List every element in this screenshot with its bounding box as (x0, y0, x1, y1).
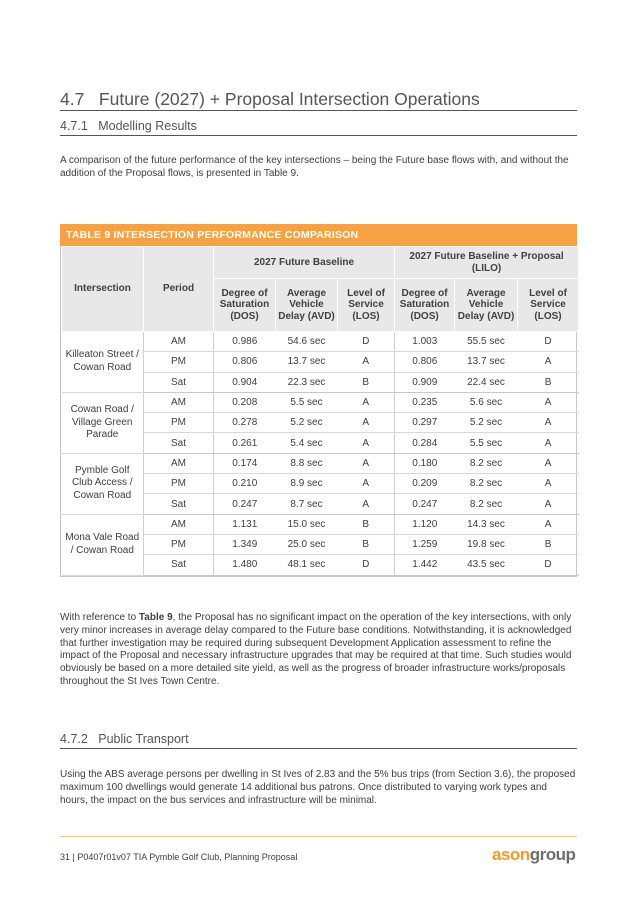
section-title: Future (2027) + Proposal Intersection Operations (98, 89, 480, 109)
logo-part-ason: ason (492, 845, 530, 864)
col-header-avd: Average Vehicle Delay (AVD) (276, 279, 338, 332)
table-row (62, 392, 579, 412)
cell-dos1: 1.480 (214, 555, 276, 575)
cell-dos2: 0.806 (395, 352, 455, 372)
section-number: 4.7 (60, 89, 85, 109)
cell-dos1: 1.131 (214, 514, 276, 534)
table-title (60, 224, 577, 246)
performance-table (61, 246, 579, 576)
cell-period: AM (144, 332, 214, 352)
subsection-heading-modelling (60, 119, 197, 133)
cell-los2: D (518, 555, 579, 575)
cell-los2: B (518, 372, 579, 392)
intersection-name: Killeaton Street / Cowan Road (62, 332, 144, 393)
section-heading (60, 89, 480, 110)
group-header-baseline: 2027 Future Baseline (214, 247, 395, 279)
cell-dos2: 0.235 (395, 392, 455, 412)
results-lead: With reference to (60, 612, 139, 623)
cell-los1: A (338, 474, 395, 494)
cell-period: Sat (144, 433, 214, 453)
subheading-rule (60, 748, 577, 749)
cell-los2: A (518, 413, 579, 433)
cell-los2: A (518, 494, 579, 514)
subsection-heading-transport (60, 732, 189, 746)
cell-los2: A (518, 514, 579, 534)
cell-dos2: 0.180 (395, 453, 455, 473)
cell-avd2: 5.2 sec (455, 413, 518, 433)
cell-avd2: 5.5 sec (455, 433, 518, 453)
subheading-rule (60, 135, 577, 136)
cell-avd1: 5.2 sec (276, 413, 338, 433)
footer-text: 31 | P0407r01v07 TIA Pymble Golf Club, Planning Proposal (60, 852, 298, 862)
col-header-dos: Degree of Saturation (DOS) (214, 279, 276, 332)
cell-avd1: 8.8 sec (276, 453, 338, 473)
table-title-text: TABLE 9 INTERSECTION PERFORMANCE COMPARISON (66, 229, 359, 241)
cell-dos2: 0.909 (395, 372, 455, 392)
cell-dos1: 0.261 (214, 433, 276, 453)
cell-period: PM (144, 413, 214, 433)
transport-paragraph: Using the ABS average persons per dwelling in St Ives of 2.83 and the 5% bus trips (from Section 3.6), the proposed maximum 100 dwellings would generate 14 additional bus patrons. Once distributed to varying work types and hours, the impact on the bus services and infrastructure will be minimal. (60, 769, 576, 806)
intro-paragraph: A comparison of the future performance of the key intersections – being the Future base flows with, and without the addition of the Proposal flows, is presented in Table 9. (60, 155, 569, 179)
cell-los2: B (518, 534, 579, 554)
cell-dos2: 0.247 (395, 494, 455, 514)
cell-avd2: 55.5 sec (455, 332, 518, 352)
cell-dos1: 0.986 (214, 332, 276, 352)
cell-los2: A (518, 392, 579, 412)
cell-los2: D (518, 332, 579, 352)
cell-avd2: 19.8 sec (455, 534, 518, 554)
table-row (62, 453, 579, 473)
cell-period: AM (144, 514, 214, 534)
subsection-title: Modelling Results (98, 119, 197, 133)
cell-dos2: 1.003 (395, 332, 455, 352)
cell-avd2: 8.2 sec (455, 474, 518, 494)
cell-dos2: 0.284 (395, 433, 455, 453)
cell-avd1: 5.5 sec (276, 392, 338, 412)
cell-avd1: 48.1 sec (276, 555, 338, 575)
group-header-proposal: 2027 Future Baseline + Proposal (LILO) (395, 247, 579, 279)
cell-los1: D (338, 555, 395, 575)
cell-dos2: 0.209 (395, 474, 455, 494)
cell-avd2: 5.6 sec (455, 392, 518, 412)
cell-los1: B (338, 534, 395, 554)
intersection-name: Mona Vale Road / Cowan Road (62, 514, 144, 575)
subsection-number: 4.7.2 (60, 732, 88, 746)
cell-dos1: 1.349 (214, 534, 276, 554)
col-header-intersection: Intersection (62, 247, 144, 332)
col-header-dos: Degree of Saturation (DOS) (395, 279, 455, 332)
cell-los1: A (338, 352, 395, 372)
col-header-los: Level of Service (LOS) (518, 279, 579, 332)
cell-los2: A (518, 453, 579, 473)
cell-avd1: 13.7 sec (276, 352, 338, 372)
cell-los1: B (338, 372, 395, 392)
subsection-number: 4.7.1 (60, 119, 88, 133)
cell-period: Sat (144, 372, 214, 392)
cell-dos1: 0.208 (214, 392, 276, 412)
col-header-period: Period (144, 247, 214, 332)
table-reference: Table 9 (138, 612, 173, 623)
cell-los2: A (518, 474, 579, 494)
cell-period: AM (144, 453, 214, 473)
cell-period: PM (144, 534, 214, 554)
cell-avd2: 8.2 sec (455, 494, 518, 514)
col-header-avd: Average Vehicle Delay (AVD) (455, 279, 518, 332)
col-header-los: Level of Service (LOS) (338, 279, 395, 332)
cell-los1: A (338, 433, 395, 453)
cell-los1: B (338, 514, 395, 534)
table-row (62, 332, 579, 352)
cell-period: Sat (144, 555, 214, 575)
cell-avd1: 5.4 sec (276, 433, 338, 453)
intersection-name: Pymble Golf Club Access / Cowan Road (62, 453, 144, 514)
cell-dos1: 0.247 (214, 494, 276, 514)
table-row (62, 514, 579, 534)
cell-avd1: 25.0 sec (276, 534, 338, 554)
results-rest: , the Proposal has no significant impact on the operation of the key intersections, with only very minor increases in average delay compared to the Future base conditions. Notwithstanding, it is acknowledged that further investigation may be required during subsequent Development Application assessment to refine the impact of the Proposal and necessary infrastructure upgrades that may be required at that time. Such studies would obviously be based on a more detailed site yield, as well as the progress of broader infrastructure works/proposals throughout the St Ives Town Centre. (60, 612, 572, 687)
cell-dos2: 0.297 (395, 413, 455, 433)
intersection-name: Cowan Road / Village Green Parade (62, 392, 144, 453)
cell-avd1: 22.3 sec (276, 372, 338, 392)
cell-dos1: 0.806 (214, 352, 276, 372)
cell-dos2: 1.120 (395, 514, 455, 534)
cell-avd1: 54.6 sec (276, 332, 338, 352)
cell-los1: A (338, 392, 395, 412)
cell-los2: A (518, 352, 579, 372)
intersection-table (60, 224, 577, 577)
cell-avd2: 8.2 sec (455, 453, 518, 473)
logo-part-group: group (529, 845, 576, 864)
results-paragraph (60, 612, 577, 689)
cell-period: AM (144, 392, 214, 412)
cell-los1: A (338, 453, 395, 473)
cell-dos1: 0.210 (214, 474, 276, 494)
cell-period: Sat (144, 494, 214, 514)
footer-rule (60, 836, 577, 837)
cell-los1: A (338, 413, 395, 433)
cell-avd2: 14.3 sec (455, 514, 518, 534)
cell-avd2: 43.5 sec (455, 555, 518, 575)
cell-avd2: 13.7 sec (455, 352, 518, 372)
cell-los1: D (338, 332, 395, 352)
cell-period: PM (144, 352, 214, 372)
cell-period: PM (144, 474, 214, 494)
cell-avd2: 22.4 sec (455, 372, 518, 392)
heading-rule (60, 110, 577, 111)
cell-dos2: 1.442 (395, 555, 455, 575)
cell-dos1: 0.904 (214, 372, 276, 392)
cell-dos1: 0.278 (214, 413, 276, 433)
cell-avd1: 8.7 sec (276, 494, 338, 514)
cell-avd1: 15.0 sec (276, 514, 338, 534)
cell-dos1: 0.174 (214, 453, 276, 473)
company-logo (492, 845, 575, 865)
cell-los2: A (518, 433, 579, 453)
cell-avd1: 8.9 sec (276, 474, 338, 494)
cell-los1: A (338, 494, 395, 514)
subsection-title: Public Transport (98, 732, 189, 746)
cell-dos2: 1.259 (395, 534, 455, 554)
